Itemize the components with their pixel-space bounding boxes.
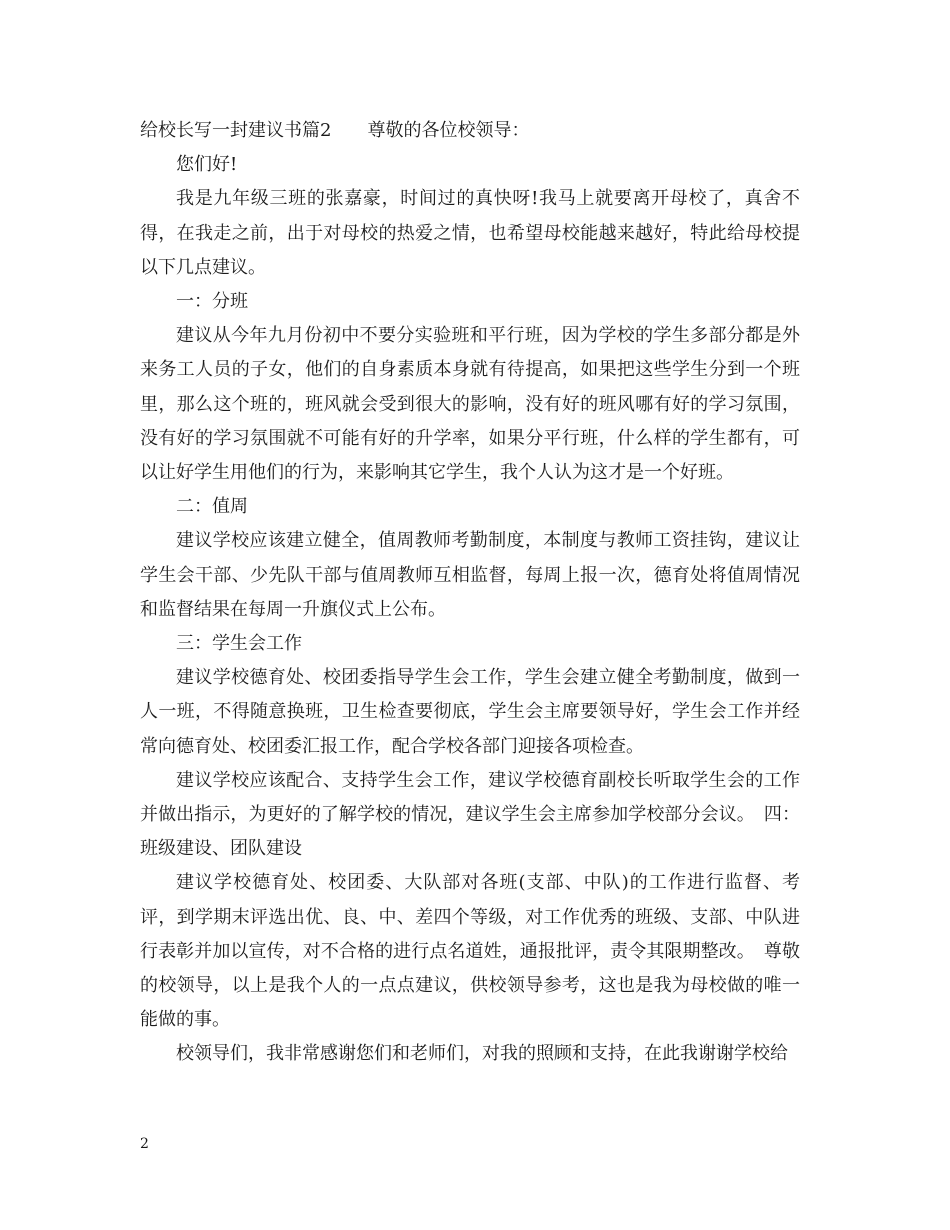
- thanks-paragraph: 校领导们，我非常感谢您们和老师们，对我的照顾和支持，在此我谢谢学校给: [176, 1043, 788, 1065]
- greeting: 您们好!: [176, 154, 238, 176]
- class-division-paragraph: 建议从今年九月份初中不要分实验班和平行班，因为学校的学生多部分都是外来务工人员的子女，他们的自身素质本身就有待提高，如果把这些学生分到一个班里，那么这个班的，班风就会受到很大的影响，没有好的班风哪有好的学习氛围，没有好的学习氛围就不可能有好的升学率，如果分平行班，什么样的学生都有，可以让好学生用他们的行为，来影响其它学生，我个人认为这才是一个好班。: [140, 325, 800, 484]
- title-salutation-line: 给校长写一封建议书篇2 尊敬的各位校领导：: [140, 120, 530, 141]
- student-union-paragraph-1: 建议学校德育处、校团委指导学生会工作，学生会建立健全考勤制度，做到一人一班，不得随意换班，卫生检查要彻底，学生会主席要领导好，学生会工作并经常向德育处、校团委汇报工作，配合学校各部门迎接各项检查。: [140, 667, 800, 757]
- student-union-paragraph-2: 建议学校应该配合、支持学生会工作，建议学校德育副校长听取学生会的工作并做出指示，为更好的了解学校的情况，建议学生会主席参加学校部分会议。 四：班级建设、团队建设: [140, 769, 800, 860]
- section-heading-student-union: 三：学生会工作: [176, 633, 302, 655]
- duty-week-paragraph: 建议学校应该建立健全，值周教师考勤制度，本制度与教师工资挂钩，建议让学生会干部、少先队干部与值周教师互相监督，每周上报一次，德育处将值周情况和监督结果在每周一升旗仪式上公布。: [140, 530, 800, 620]
- section-heading-duty-week: 二：值周: [176, 496, 248, 518]
- class-building-paragraph: 建议学校德育处、校团委、大队部对各班(支部、中队)的工作进行监督、考评，到学期末评选出优、良、中、差四个等级，对工作优秀的班级、支部、中队进行表彰并加以宣传，对不合格的进行点名道姓，通报批评，责令其限期整改。 尊敬的校领导，以上是我个人的一点点建议，供校领导参考，这也是我为母校做的唯一能做的事。: [140, 872, 800, 1031]
- intro-paragraph: 我是九年级三班的张嘉豪，时间过的真快呀!我马上就要离开母校了，真舍不得，在我走之前，出于对母校的热爱之情，也希望母校能越来越好，特此给母校提以下几点建议。: [140, 188, 800, 278]
- section-heading-class-division: 一：分班: [176, 291, 248, 313]
- page-number: 2: [140, 1136, 149, 1152]
- body-text: [140, 114, 800, 1072]
